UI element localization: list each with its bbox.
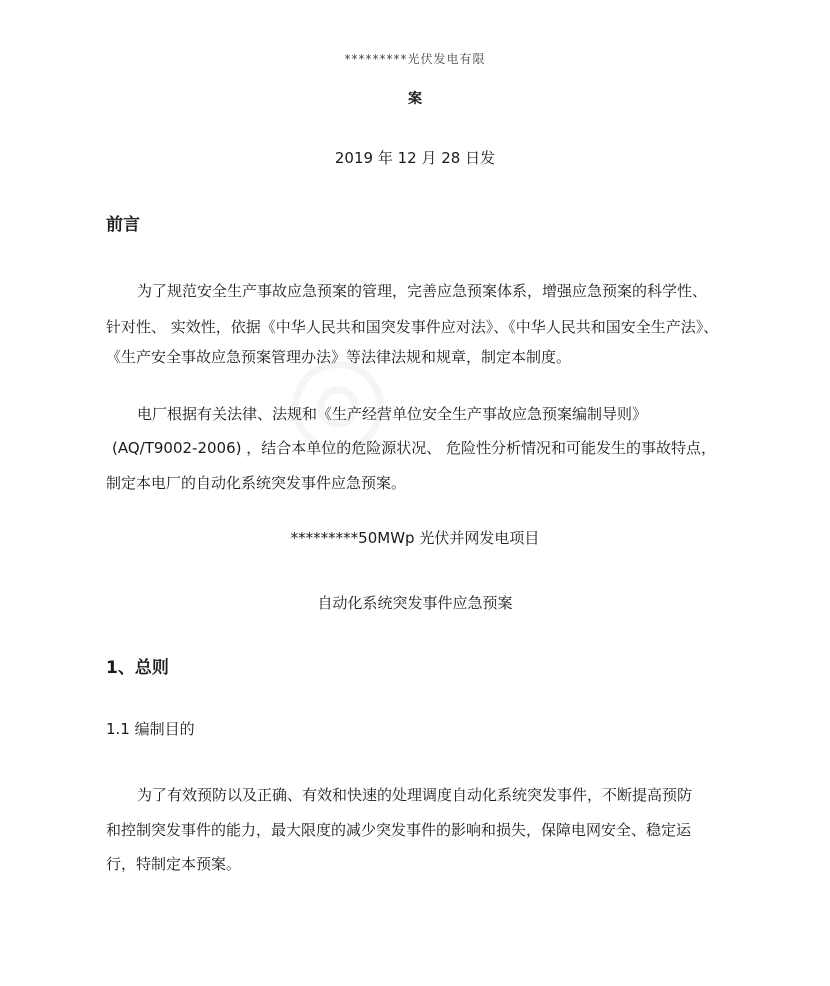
preface-paragraph2-line1: 电厂根据有关法律、法规和《生产经营单位安全生产事故应急预案编制导则》: [137, 405, 648, 423]
project-name: *********50MWp 光伏并网发电项目: [290, 529, 540, 547]
section1-paragraph-line1: 为了有效预防以及正确、有效和快速的处理调度自动化系统突发事件，不断提高预防: [137, 786, 693, 804]
section1-heading: 1、总则: [106, 658, 169, 678]
preface-paragraph2-line3: 制定本电厂的自动化系统突发事件应急预案。: [106, 474, 407, 492]
section1-1-heading: 1.1 编制目的: [106, 720, 195, 738]
watermark-shape: [248, 312, 416, 486]
section1-paragraph-line2: 和控制突发事件的能力，最大限度的减少突发事件的影响和损失，保障电网安全、稳定运: [106, 821, 692, 839]
preface-paragraph1-line3: 《生产安全事故应急预案管理办法》等法律法规和规章，制定本制度。: [106, 348, 572, 366]
preface-paragraph1-line1: 为了规范安全生产事故应急预案的管理，完善应急预案体系，增强应急预案的科学性、: [137, 282, 708, 300]
company-name: *********光伏发电有限: [344, 52, 486, 66]
plan-title: 自动化系统突发事件应急预案: [317, 594, 513, 612]
preface-paragraph1-line2: 针对性、 实效性，依据《中华人民共和国突发事件应对法》、《中华人民共和国安全生产法》、: [106, 318, 719, 336]
issue-date: 2019 年 12 月 28 日发: [334, 149, 496, 167]
title-continuation: 案: [408, 91, 422, 107]
preface-paragraph2-line2: (AQ/T9002-2006) ，结合本单位的危险源状况、 危险性分析情况和可能发生的事故特点，: [112, 439, 717, 457]
preface-heading: 前言: [106, 215, 140, 235]
section1-paragraph-line3: 行，特制定本预案。: [106, 855, 242, 873]
